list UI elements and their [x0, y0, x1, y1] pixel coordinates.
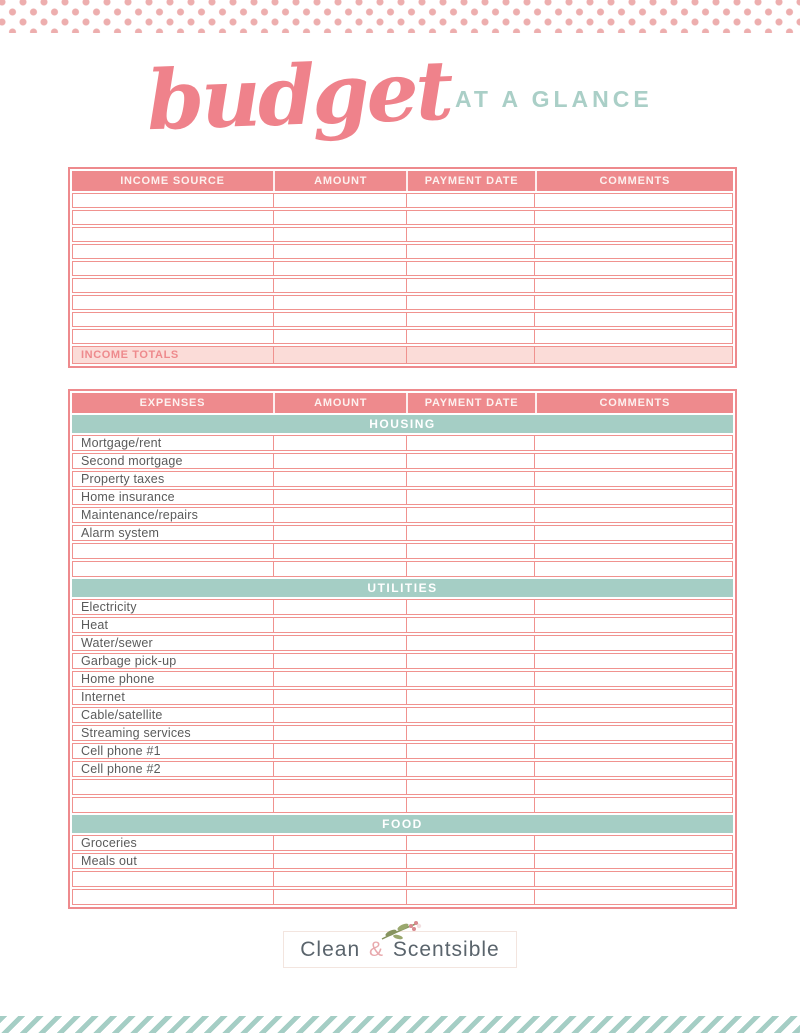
entry-cell — [534, 194, 732, 207]
brand-second-word: Scentsible — [392, 938, 500, 961]
entry-cell — [534, 762, 732, 776]
section-band: HOUSING — [72, 415, 733, 433]
entry-cell — [273, 872, 406, 886]
entry-cell — [534, 472, 732, 486]
entry-cell — [534, 245, 732, 258]
entry-cell — [534, 347, 732, 363]
label-cell: Maintenance/repairs — [81, 508, 199, 522]
label-cell: Mortgage/rent — [81, 436, 162, 450]
entry-cell — [273, 245, 406, 258]
label-cell: Streaming services — [81, 726, 191, 740]
table-header-row — [72, 171, 733, 191]
page-title-script: budget — [145, 42, 453, 150]
label-cell: Property taxes — [81, 472, 165, 486]
brand-ampersand: & — [368, 938, 384, 961]
entry-cell — [273, 762, 406, 776]
entry-cell — [273, 798, 406, 812]
entry-cell — [406, 672, 534, 686]
entry-cell — [273, 744, 406, 758]
entry-cell — [273, 211, 406, 224]
section-band: UTILITIES — [72, 579, 733, 597]
entry-cell — [273, 472, 406, 486]
entry-cell — [534, 228, 732, 241]
entry-cell — [273, 526, 406, 540]
entry-cell — [273, 672, 406, 686]
entry-cell — [534, 562, 732, 576]
table-row — [72, 743, 733, 759]
table-row — [72, 761, 733, 777]
table-row — [72, 779, 733, 795]
entry-cell — [73, 279, 273, 292]
entry-cell — [273, 636, 406, 650]
page-title-suffix: AT A GLANCE — [454, 85, 653, 112]
entry-cell — [273, 708, 406, 722]
entry-cell — [273, 618, 406, 632]
entry-cell — [273, 194, 406, 207]
entry-cell — [73, 245, 273, 258]
entry-cell — [406, 347, 534, 363]
entry-cell — [534, 636, 732, 650]
column-header: COMMENTS — [535, 171, 733, 191]
entry-cell — [406, 836, 534, 850]
entry-cell — [273, 347, 406, 363]
entry-cell — [534, 330, 732, 343]
entry-cell — [73, 330, 273, 343]
table-row — [72, 853, 733, 869]
entry-cell — [406, 600, 534, 614]
entry-cell — [273, 330, 406, 343]
label-cell: Meals out — [81, 854, 137, 868]
table-row — [72, 453, 733, 469]
entry-cell — [406, 228, 534, 241]
entry-cell — [73, 296, 273, 309]
label-cell: Cell phone #2 — [81, 762, 161, 776]
entry-cell — [406, 330, 534, 343]
table-row — [72, 835, 733, 851]
expense-table — [68, 389, 737, 909]
label-cell: Cell phone #1 — [81, 744, 161, 758]
table-row — [72, 312, 733, 327]
page-title — [0, 39, 800, 167]
entry-cell — [534, 854, 732, 868]
table-row — [72, 871, 733, 887]
table-row — [72, 797, 733, 813]
entry-cell — [406, 654, 534, 668]
label-cell: Home insurance — [81, 490, 175, 504]
entry-cell — [406, 744, 534, 758]
entry-cell — [406, 279, 534, 292]
table-row — [72, 471, 733, 487]
entry-cell — [273, 436, 406, 450]
entry-cell — [534, 890, 732, 904]
entry-cell — [273, 600, 406, 614]
label-cell: Electricity — [81, 600, 137, 614]
entry-cell — [534, 744, 732, 758]
diagonal-stripe-banner — [0, 1016, 800, 1033]
entry-cell — [534, 708, 732, 722]
entry-cell — [534, 690, 732, 704]
entry-cell — [534, 618, 732, 632]
label-cell: INCOME TOTALS — [81, 349, 179, 361]
label-cell: Heat — [81, 618, 109, 632]
entry-cell — [273, 836, 406, 850]
column-header: AMOUNT — [273, 171, 407, 191]
entry-cell — [273, 890, 406, 904]
column-header: AMOUNT — [273, 393, 407, 413]
entry-cell — [406, 762, 534, 776]
table-row — [72, 617, 733, 633]
polka-dot-banner — [0, 0, 800, 33]
entry-cell — [406, 798, 534, 812]
entry-cell — [534, 726, 732, 740]
entry-cell — [406, 780, 534, 794]
entry-cell — [534, 544, 732, 558]
entry-cell — [273, 690, 406, 704]
income-table — [68, 167, 737, 368]
entry-cell — [73, 562, 273, 576]
label-cell: Second mortgage — [81, 454, 183, 468]
label-cell: Garbage pick-up — [81, 654, 177, 668]
entry-cell — [273, 228, 406, 241]
label-cell: Internet — [81, 690, 125, 704]
table-row — [72, 689, 733, 705]
column-header: PAYMENT DATE — [406, 171, 534, 191]
brand-logo — [283, 931, 516, 968]
entry-cell — [273, 654, 406, 668]
table-row — [72, 725, 733, 741]
table-row — [72, 227, 733, 242]
entry-cell — [273, 490, 406, 504]
label-cell: Groceries — [81, 836, 137, 850]
entry-cell — [534, 798, 732, 812]
entry-cell — [273, 780, 406, 794]
entry-cell — [273, 296, 406, 309]
entry-cell — [406, 262, 534, 275]
table-row — [72, 193, 733, 208]
entry-cell — [406, 854, 534, 868]
column-header: INCOME SOURCE — [120, 175, 225, 187]
entry-cell — [406, 690, 534, 704]
entry-cell — [534, 436, 732, 450]
entry-cell — [406, 436, 534, 450]
entry-cell — [406, 726, 534, 740]
table-row — [72, 435, 733, 451]
entry-cell — [73, 211, 273, 224]
table-row — [72, 295, 733, 310]
entry-cell — [406, 636, 534, 650]
entry-cell — [406, 708, 534, 722]
entry-cell — [406, 490, 534, 504]
entry-cell — [406, 544, 534, 558]
entry-cell — [534, 526, 732, 540]
entry-cell — [273, 262, 406, 275]
table-row — [72, 671, 733, 687]
entry-cell — [73, 890, 273, 904]
entry-cell — [73, 194, 273, 207]
footer — [0, 919, 800, 968]
entry-cell — [534, 780, 732, 794]
entry-cell — [406, 508, 534, 522]
label-cell: Alarm system — [81, 526, 160, 540]
table-row — [72, 329, 733, 344]
table-row — [72, 210, 733, 225]
entry-cell — [534, 600, 732, 614]
table-row — [72, 889, 733, 905]
column-header: PAYMENT DATE — [406, 393, 534, 413]
label-cell: Home phone — [81, 672, 155, 686]
table-row — [72, 507, 733, 523]
entry-cell — [406, 562, 534, 576]
table-row — [72, 599, 733, 615]
entry-cell — [73, 780, 273, 794]
entry-cell — [534, 454, 732, 468]
table-row — [72, 543, 733, 559]
entry-cell — [534, 508, 732, 522]
section-band: FOOD — [72, 815, 733, 833]
entry-cell — [273, 726, 406, 740]
label-cell: Water/sewer — [81, 636, 153, 650]
entry-cell — [406, 472, 534, 486]
entry-cell — [534, 211, 732, 224]
entry-cell — [273, 454, 406, 468]
table-row — [72, 707, 733, 723]
table-row — [72, 261, 733, 276]
table-row — [72, 653, 733, 669]
entry-cell — [534, 654, 732, 668]
entry-cell — [406, 526, 534, 540]
entry-cell — [534, 872, 732, 886]
entry-cell — [73, 262, 273, 275]
entry-cell — [534, 313, 732, 326]
entry-cell — [273, 313, 406, 326]
entry-cell — [534, 836, 732, 850]
entry-cell — [406, 194, 534, 207]
entry-cell — [406, 890, 534, 904]
income-totals-row — [72, 346, 733, 364]
table-row — [72, 525, 733, 541]
entry-cell — [406, 618, 534, 632]
entry-cell — [534, 262, 732, 275]
entry-cell — [534, 279, 732, 292]
entry-cell — [406, 313, 534, 326]
table-row — [72, 635, 733, 651]
entry-cell — [406, 454, 534, 468]
entry-cell — [73, 313, 273, 326]
entry-cell — [73, 798, 273, 812]
floral-sprig-icon — [378, 917, 422, 943]
label-cell: Cable/satellite — [81, 708, 163, 722]
entry-cell — [73, 872, 273, 886]
brand-first-word: Clean — [300, 938, 361, 961]
table-row — [72, 278, 733, 293]
table-row — [72, 489, 733, 505]
entry-cell — [534, 296, 732, 309]
entry-cell — [73, 544, 273, 558]
entry-cell — [73, 228, 273, 241]
entry-cell — [273, 508, 406, 522]
entry-cell — [406, 211, 534, 224]
table-row — [72, 244, 733, 259]
entry-cell — [406, 296, 534, 309]
entry-cell — [534, 490, 732, 504]
entry-cell — [406, 872, 534, 886]
entry-cell — [406, 245, 534, 258]
table-header-row — [72, 393, 733, 413]
entry-cell — [273, 854, 406, 868]
column-header: COMMENTS — [535, 393, 733, 413]
column-header: EXPENSES — [139, 397, 206, 409]
entry-cell — [273, 562, 406, 576]
entry-cell — [273, 544, 406, 558]
entry-cell — [534, 672, 732, 686]
entry-cell — [273, 279, 406, 292]
table-row — [72, 561, 733, 577]
